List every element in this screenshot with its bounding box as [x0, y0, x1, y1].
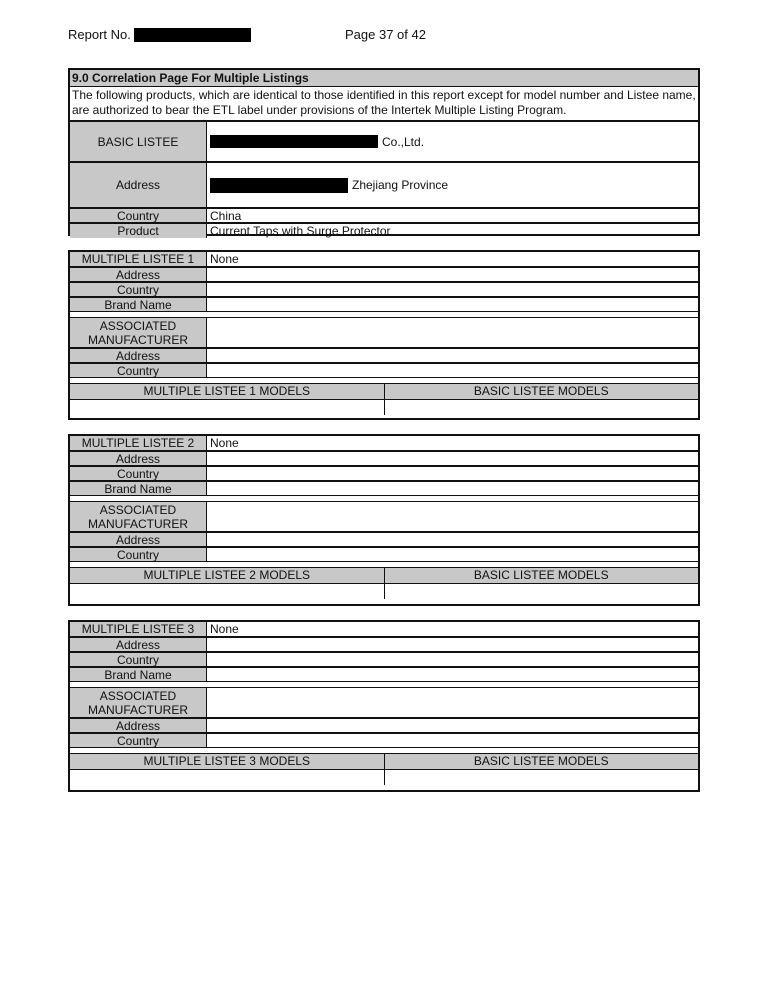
redacted-company-name [210, 135, 378, 148]
manufacturer-value [207, 502, 698, 531]
listee-label: MULTIPLE LISTEE 2 [70, 436, 207, 450]
section-title: 9.0 Correlation Page For Multiple Listings [70, 70, 698, 87]
brand-value [207, 482, 698, 495]
basic-listee-row [70, 122, 698, 162]
manufacturer-value [207, 318, 698, 347]
country-label: Country [70, 283, 207, 296]
basic-listee-models-cell [385, 770, 699, 785]
basic-country-row [70, 208, 698, 223]
basic-listee-models-label: BASIC LISTEE MODELS [473, 384, 609, 398]
models-body [70, 400, 698, 415]
basic-address-suffix: Zhejiang Province [352, 178, 449, 192]
mfr-address-row [70, 718, 698, 733]
basic-product-value: Current Taps with Surge Protector [210, 224, 391, 238]
brand-label: Brand Name [70, 668, 207, 681]
country-value [207, 653, 698, 666]
address-label: Address [70, 452, 207, 465]
mfr-country-label: Country [70, 364, 207, 377]
basic-address-row [70, 162, 698, 208]
country-value [207, 283, 698, 296]
report-number [68, 27, 251, 42]
basic-address-label: Address [70, 163, 207, 207]
listee-row [70, 436, 698, 451]
models-body [70, 770, 698, 785]
address-row [70, 267, 698, 282]
manufacturer-value [207, 688, 698, 717]
multiple-listee-models-cell [70, 584, 385, 599]
models-header [70, 754, 698, 770]
address-value [207, 452, 698, 465]
listee-label: MULTIPLE LISTEE 3 [70, 622, 207, 636]
mfr-country-row [70, 363, 698, 378]
country-value [207, 467, 698, 480]
address-row [70, 637, 698, 652]
mfr-address-value [207, 349, 698, 362]
country-label: Country [70, 653, 207, 666]
multiple-listee-3-table [68, 620, 700, 792]
multiple-listee-1-table [68, 250, 700, 420]
brand-row [70, 481, 698, 496]
basic-listee-models-label: BASIC LISTEE MODELS [473, 568, 609, 582]
basic-product-label: Product [70, 224, 207, 238]
listee-row [70, 622, 698, 637]
address-value [207, 268, 698, 281]
redacted-address [210, 178, 348, 193]
mfr-country-row [70, 733, 698, 748]
basic-address-value [207, 163, 698, 207]
mfr-country-row [70, 547, 698, 562]
mfr-country-value [207, 364, 698, 377]
manufacturer-row [70, 502, 698, 532]
country-row [70, 652, 698, 667]
mfr-address-value [207, 719, 698, 732]
brand-label: Brand Name [70, 482, 207, 495]
basic-listee-table [68, 68, 700, 236]
mfr-country-label: Country [70, 734, 207, 747]
country-label: Country [70, 467, 207, 480]
address-label: Address [70, 638, 207, 651]
brand-label: Brand Name [70, 298, 207, 311]
mfr-country-value [207, 734, 698, 747]
manufacturer-label: ASSOCIATED MANUFACTURER [70, 688, 207, 717]
multiple-listee-models-label: MULTIPLE LISTEE 3 MODELS [70, 754, 385, 769]
address-row [70, 451, 698, 466]
multiple-listee-models-label: MULTIPLE LISTEE 2 MODELS [70, 568, 385, 583]
mfr-address-row [70, 532, 698, 547]
basic-listee-models-cell [385, 400, 699, 415]
listee-value: None [210, 622, 239, 636]
multiple-listee-models-label: MULTIPLE LISTEE 1 MODELS [70, 384, 385, 399]
basic-listee-models-cell [385, 584, 699, 599]
address-label: Address [70, 268, 207, 281]
mfr-address-row [70, 348, 698, 363]
listee-value: None [210, 436, 239, 450]
manufacturer-label: ASSOCIATED MANUFACTURER [70, 502, 207, 531]
mfr-address-label: Address [70, 719, 207, 732]
page-number: Page 37 of 42 [345, 27, 426, 42]
models-body [70, 584, 698, 599]
basic-country-value: China [210, 208, 242, 223]
manufacturer-row [70, 688, 698, 718]
brand-value [207, 298, 698, 311]
brand-row [70, 297, 698, 312]
brand-value [207, 668, 698, 681]
mfr-address-value [207, 533, 698, 546]
basic-listee-suffix: Co.,Ltd. [382, 134, 425, 149]
address-value [207, 638, 698, 651]
multiple-listee-models-cell [70, 770, 385, 785]
basic-country-label: Country [70, 209, 207, 222]
listee-label: MULTIPLE LISTEE 1 [70, 252, 207, 266]
listee-value: None [210, 252, 239, 266]
models-header [70, 568, 698, 584]
mfr-address-label: Address [70, 533, 207, 546]
country-row [70, 282, 698, 297]
models-header [70, 384, 698, 400]
listee-row [70, 252, 698, 267]
mfr-country-value [207, 548, 698, 561]
brand-row [70, 667, 698, 682]
multiple-listee-models-cell [70, 400, 385, 415]
basic-listee-value [207, 122, 698, 161]
mfr-country-label: Country [70, 548, 207, 561]
basic-listee-models-label: BASIC LISTEE MODELS [473, 754, 609, 768]
intro-text: The following products, which are identical to those identified in this report except for model number and Listee name, are authorized to bear the ETL label under provisions of the Intertek Multiple Listing Program. [70, 87, 698, 122]
basic-product-row [70, 223, 698, 238]
mfr-address-label: Address [70, 349, 207, 362]
basic-listee-label: BASIC LISTEE [70, 122, 207, 161]
country-row [70, 466, 698, 481]
redacted-report-number [134, 28, 251, 42]
report-number-label: Report No. [68, 27, 131, 42]
manufacturer-row [70, 318, 698, 348]
multiple-listee-2-table [68, 434, 700, 606]
manufacturer-label: ASSOCIATED MANUFACTURER [70, 318, 207, 347]
